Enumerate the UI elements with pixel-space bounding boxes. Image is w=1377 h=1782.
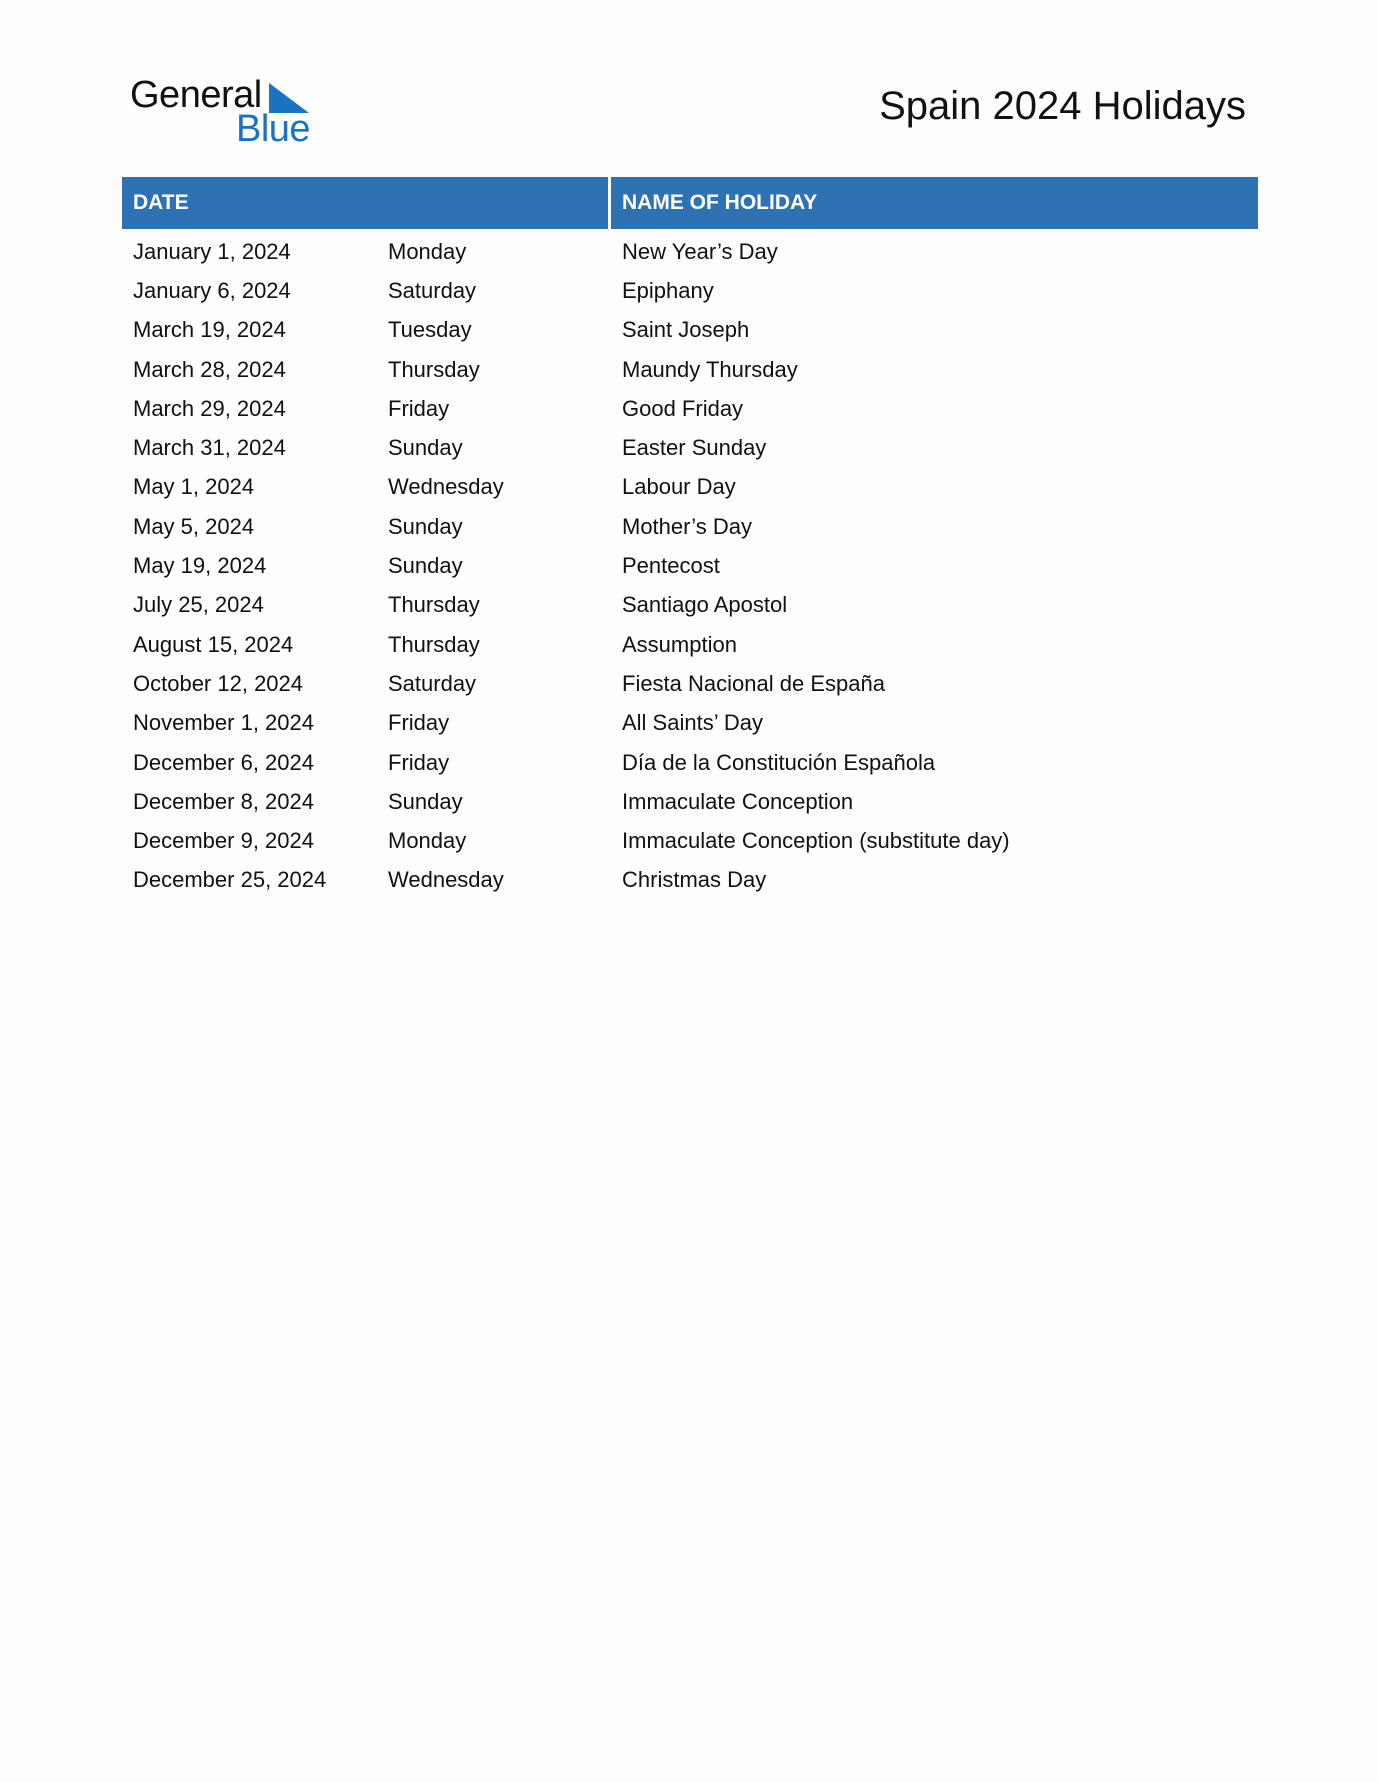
holiday-date: January 1, 2024 <box>133 238 291 264</box>
header-holiday-name: NAME OF HOLIDAY <box>611 177 1258 229</box>
holiday-weekday: Saturday <box>388 277 477 303</box>
holiday-date: March 19, 2024 <box>133 317 286 343</box>
holidays-table <box>122 177 1258 900</box>
holiday-weekday: Wednesday <box>388 867 504 893</box>
table-row <box>122 664 1258 703</box>
page-title: Spain 2024 Holidays <box>879 84 1246 128</box>
table-row <box>122 821 1258 860</box>
holiday-date: March 28, 2024 <box>133 356 286 382</box>
holiday-weekday: Sunday <box>388 435 463 461</box>
holiday-name: Día de la Constitución Española <box>622 749 936 775</box>
holiday-date: May 5, 2024 <box>133 513 255 539</box>
holiday-weekday: Thursday <box>388 631 480 657</box>
table-header <box>122 177 1258 229</box>
holiday-date: October 12, 2024 <box>133 670 304 696</box>
holiday-weekday: Sunday <box>388 788 463 814</box>
holiday-name: Maundy Thursday <box>622 356 798 382</box>
holiday-date: December 8, 2024 <box>133 788 314 814</box>
holiday-date: March 29, 2024 <box>133 395 286 421</box>
table-row <box>122 704 1258 743</box>
holiday-name: Mother’s Day <box>622 513 753 539</box>
holiday-name: Easter Sunday <box>622 435 767 461</box>
holiday-name: Assumption <box>622 631 737 657</box>
table-row <box>122 507 1258 546</box>
holiday-weekday: Monday <box>388 828 467 854</box>
logo-word-blue: Blue <box>236 108 311 150</box>
holiday-name: Saint Joseph <box>622 317 750 343</box>
holiday-date: July 25, 2024 <box>133 592 264 618</box>
holiday-name: Immaculate Conception (substitute day) <box>622 828 1010 854</box>
holiday-weekday: Sunday <box>388 553 463 579</box>
holiday-date: August 15, 2024 <box>133 631 294 657</box>
holiday-weekday: Saturday <box>388 670 477 696</box>
holiday-name: New Year’s Day <box>622 238 778 264</box>
holiday-weekday: Thursday <box>388 592 480 618</box>
table-row <box>122 232 1258 271</box>
holiday-name: All Saints’ Day <box>622 710 764 736</box>
table-row <box>122 625 1258 664</box>
table-row <box>122 468 1258 507</box>
holiday-date: March 31, 2024 <box>133 435 286 461</box>
table-row <box>122 546 1258 585</box>
logo-word-general: General <box>130 74 262 116</box>
generalblue-logo <box>130 76 320 148</box>
holiday-weekday: Tuesday <box>388 317 472 343</box>
holiday-name: Santiago Apostol <box>622 592 788 618</box>
holiday-weekday: Friday <box>388 749 450 775</box>
table-row <box>122 350 1258 389</box>
table-row <box>122 586 1258 625</box>
holiday-weekday: Friday <box>388 395 450 421</box>
holiday-date: December 9, 2024 <box>133 828 314 854</box>
holiday-name: Labour Day <box>622 474 736 500</box>
holiday-date: May 1, 2024 <box>133 474 255 500</box>
holiday-date: December 6, 2024 <box>133 749 314 775</box>
holiday-name: Good Friday <box>622 395 744 421</box>
table-row <box>122 782 1258 821</box>
holiday-date: November 1, 2024 <box>133 710 314 736</box>
holiday-date: December 25, 2024 <box>133 867 327 893</box>
holiday-name: Fiesta Nacional de España <box>622 670 885 696</box>
table-row <box>122 389 1258 428</box>
holiday-name: Immaculate Conception <box>622 788 854 814</box>
table-row <box>122 861 1258 900</box>
holiday-date: May 19, 2024 <box>133 553 267 579</box>
table-body <box>122 229 1258 900</box>
table-row <box>122 428 1258 467</box>
table-row <box>122 311 1258 350</box>
table-row <box>122 271 1258 310</box>
holiday-weekday: Monday <box>388 238 467 264</box>
holiday-weekday: Wednesday <box>388 474 504 500</box>
holiday-weekday: Sunday <box>388 513 463 539</box>
table-row <box>122 743 1258 782</box>
holiday-name: Christmas Day <box>622 867 767 893</box>
holiday-name: Epiphany <box>622 277 714 303</box>
header-date: DATE <box>122 177 608 229</box>
holiday-weekday: Friday <box>388 710 450 736</box>
holiday-date: January 6, 2024 <box>133 277 291 303</box>
holiday-weekday: Thursday <box>388 356 480 382</box>
holiday-name: Pentecost <box>622 553 720 579</box>
